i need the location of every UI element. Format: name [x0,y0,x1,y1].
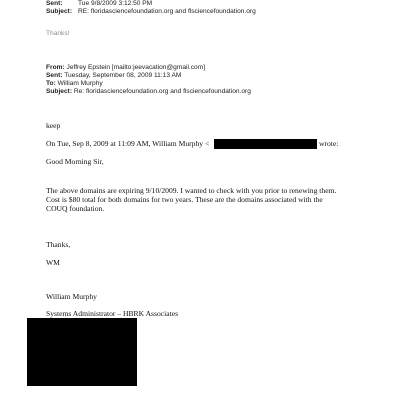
second-to-row [46,80,103,88]
initials-text: WM [46,258,60,267]
redaction-email-address [214,139,317,149]
second-from-value: Jeffrey Epstein [mailto:jeevacation@gmail.com] [66,64,206,71]
first-sent-label: Sent: [46,0,63,7]
second-sent-value: Tuesday, September 08, 2009 11:13 AM [64,72,182,79]
on-wrote-line-start: On Tue, Sep 8, 2009 at 11:09 AM, William Murphy < [46,139,210,148]
second-sent-row [46,72,181,80]
second-from-label: From: [46,64,65,71]
second-subject-value: Re: floridasciencefoundation.org and flsciencefoundation.org [73,88,251,95]
first-subject-label: Subject: [46,8,73,15]
on-wrote-line-end: wrote: [319,139,339,148]
thanks-text: Thanks, [46,240,71,249]
redaction-signature-block [27,318,137,386]
first-subject-row [46,8,256,16]
second-subject-label: Subject: [46,88,73,95]
paragraph-line-3: COUQ foundation. [46,204,105,213]
keep-text: keep [46,121,61,130]
signature-title: Systems Administrator – HBRK Associates [46,309,179,318]
second-subject-row [46,88,251,96]
first-sent-row [46,0,152,8]
first-sent-value: Tue 9/8/2009 3:12:50 PM [78,0,153,7]
first-body-text: Thanks! [46,30,70,37]
first-subject-value: RE: floridasciencefoundation.org and flsciencefoundation.org [78,8,256,15]
signature-name: William Murphy [46,292,97,301]
second-to-value: William Murphy [57,80,103,87]
second-sent-label: Sent: [46,72,63,79]
paragraph-line-2: Cost is $80 total for both domains for two years. These are the domains associated with the [46,195,323,204]
greeting-text: Good Morning Sir, [46,157,104,166]
second-from-row [46,64,205,72]
paragraph-line-1: The above domains are expiring 9/10/2009. I wanted to check with you prior to renewing them. [46,186,337,195]
second-to-label: To: [46,80,56,87]
